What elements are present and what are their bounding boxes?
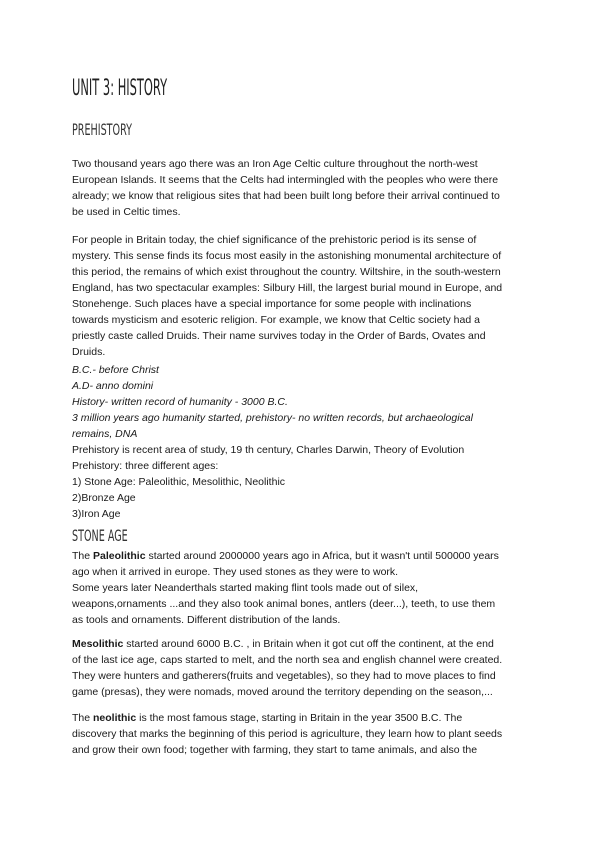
text-line: ago when it arrived in europe. They used stones as they were to work. bbox=[72, 566, 399, 578]
text-line: Two thousand years ago there was an Iron Age Celtic culture throughout the north-west bbox=[72, 158, 478, 170]
text-run: The bbox=[72, 550, 94, 562]
note-line: 2)Bronze Age bbox=[72, 492, 136, 504]
note-line: remains, DNA bbox=[72, 428, 138, 440]
paragraph-celtic-culture bbox=[72, 156, 542, 220]
text-run: is the most famous stage, starting in Britain in the year 3500 B.C. The bbox=[136, 712, 463, 724]
text-line: of the last ice age, caps started to melt, and the north sea and english channel were created. bbox=[72, 654, 503, 666]
text-line: England, has two spectacular examples: Silbury Hill, the largest burial mound in Europe, and bbox=[72, 282, 503, 294]
note-line: Prehistory is recent area of study, 19 th century, Charles Darwin, Theory of Evolution bbox=[72, 444, 465, 456]
note-line: 3)Iron Age bbox=[72, 508, 121, 520]
note-line: Prehistory: three different ages: bbox=[72, 460, 219, 472]
unit-title: UNIT 3: HISTORY bbox=[72, 76, 168, 101]
text-line: as tools and ornaments. Different distribution of the lands. bbox=[72, 614, 341, 626]
text-run: The bbox=[72, 712, 94, 724]
text-line: discovery that marks the beginning of this period is agriculture, they learn how to plant seeds bbox=[72, 728, 503, 740]
note-line: 1) Stone Age: Paleolithic, Mesolithic, Neolithic bbox=[72, 476, 286, 488]
text-line bbox=[72, 548, 542, 564]
text-line: towards mysticism and esoteric religion. For example, we know that Celtic society had a bbox=[72, 314, 480, 326]
notes-block bbox=[72, 362, 542, 522]
section-heading-prehistory: PREHISTORY bbox=[72, 120, 133, 139]
text-run: started around 2000000 years ago in Africa, but it wasn't until 500000 years bbox=[145, 550, 499, 562]
text-line: Some years later Neanderthals started making flint tools made out of silex, bbox=[72, 582, 419, 594]
text-line: mystery. This sense finds its focus most easily in the astonishing monumental architecture of bbox=[72, 250, 502, 262]
text-line: game (presas), they were nomads, moved around the territory depending on the season,... bbox=[72, 686, 493, 698]
text-line: priestly caste called Druids. Their name survives today in the Order of Bards, Ovates and bbox=[72, 330, 486, 342]
text-line: Stonehenge. Such places have a special importance for some people with inclinations bbox=[72, 298, 472, 310]
text-line bbox=[72, 710, 542, 726]
term-neolithic: neolithic bbox=[93, 712, 137, 724]
text-line: already; we know that religious sites that had been built long before their arrival continued to bbox=[72, 190, 500, 202]
paragraph-neolithic bbox=[72, 710, 542, 758]
text-run: started around 6000 B.C. , in Britain when it got cut off the continent, at the end bbox=[123, 638, 494, 650]
text-line: and grow their own food; together with farming, they start to tame animals, and also the bbox=[72, 744, 478, 756]
text-line: They were hunters and gatherers(fruits and vegetables), so they had to move places to find bbox=[72, 670, 496, 682]
note-line: History- written record of humanity - 3000 B.C. bbox=[72, 396, 288, 408]
paragraph-prehistoric-significance bbox=[72, 232, 542, 360]
section-heading-stone-age: STONE AGE bbox=[72, 526, 128, 545]
note-line: B.C.- before Christ bbox=[72, 364, 159, 376]
text-line: weapons,ornaments ...and they also took animal bones, antlers (deer...), teeth, to use them bbox=[72, 598, 496, 610]
paragraph-paleolithic bbox=[72, 548, 542, 628]
paragraph-mesolithic bbox=[72, 636, 542, 700]
text-line bbox=[72, 636, 542, 652]
note-line: 3 million years ago humanity started, prehistory- no written records, but archaeological bbox=[72, 412, 473, 424]
text-line: For people in Britain today, the chief significance of the prehistoric period is its sense of bbox=[72, 234, 477, 246]
text-line: be used in Celtic times. bbox=[72, 206, 181, 218]
text-line: Druids. bbox=[72, 346, 106, 358]
term-mesolithic: Mesolithic bbox=[72, 638, 124, 650]
text-line: this period, the remains of which exist throughout the country. Wiltshire, in the south-western bbox=[72, 266, 501, 278]
note-line: A.D- anno domini bbox=[72, 380, 154, 392]
text-line: European Islands. It seems that the Celts had intermingled with the peoples who were there bbox=[72, 174, 499, 186]
term-paleolithic: Paleolithic bbox=[93, 550, 146, 562]
